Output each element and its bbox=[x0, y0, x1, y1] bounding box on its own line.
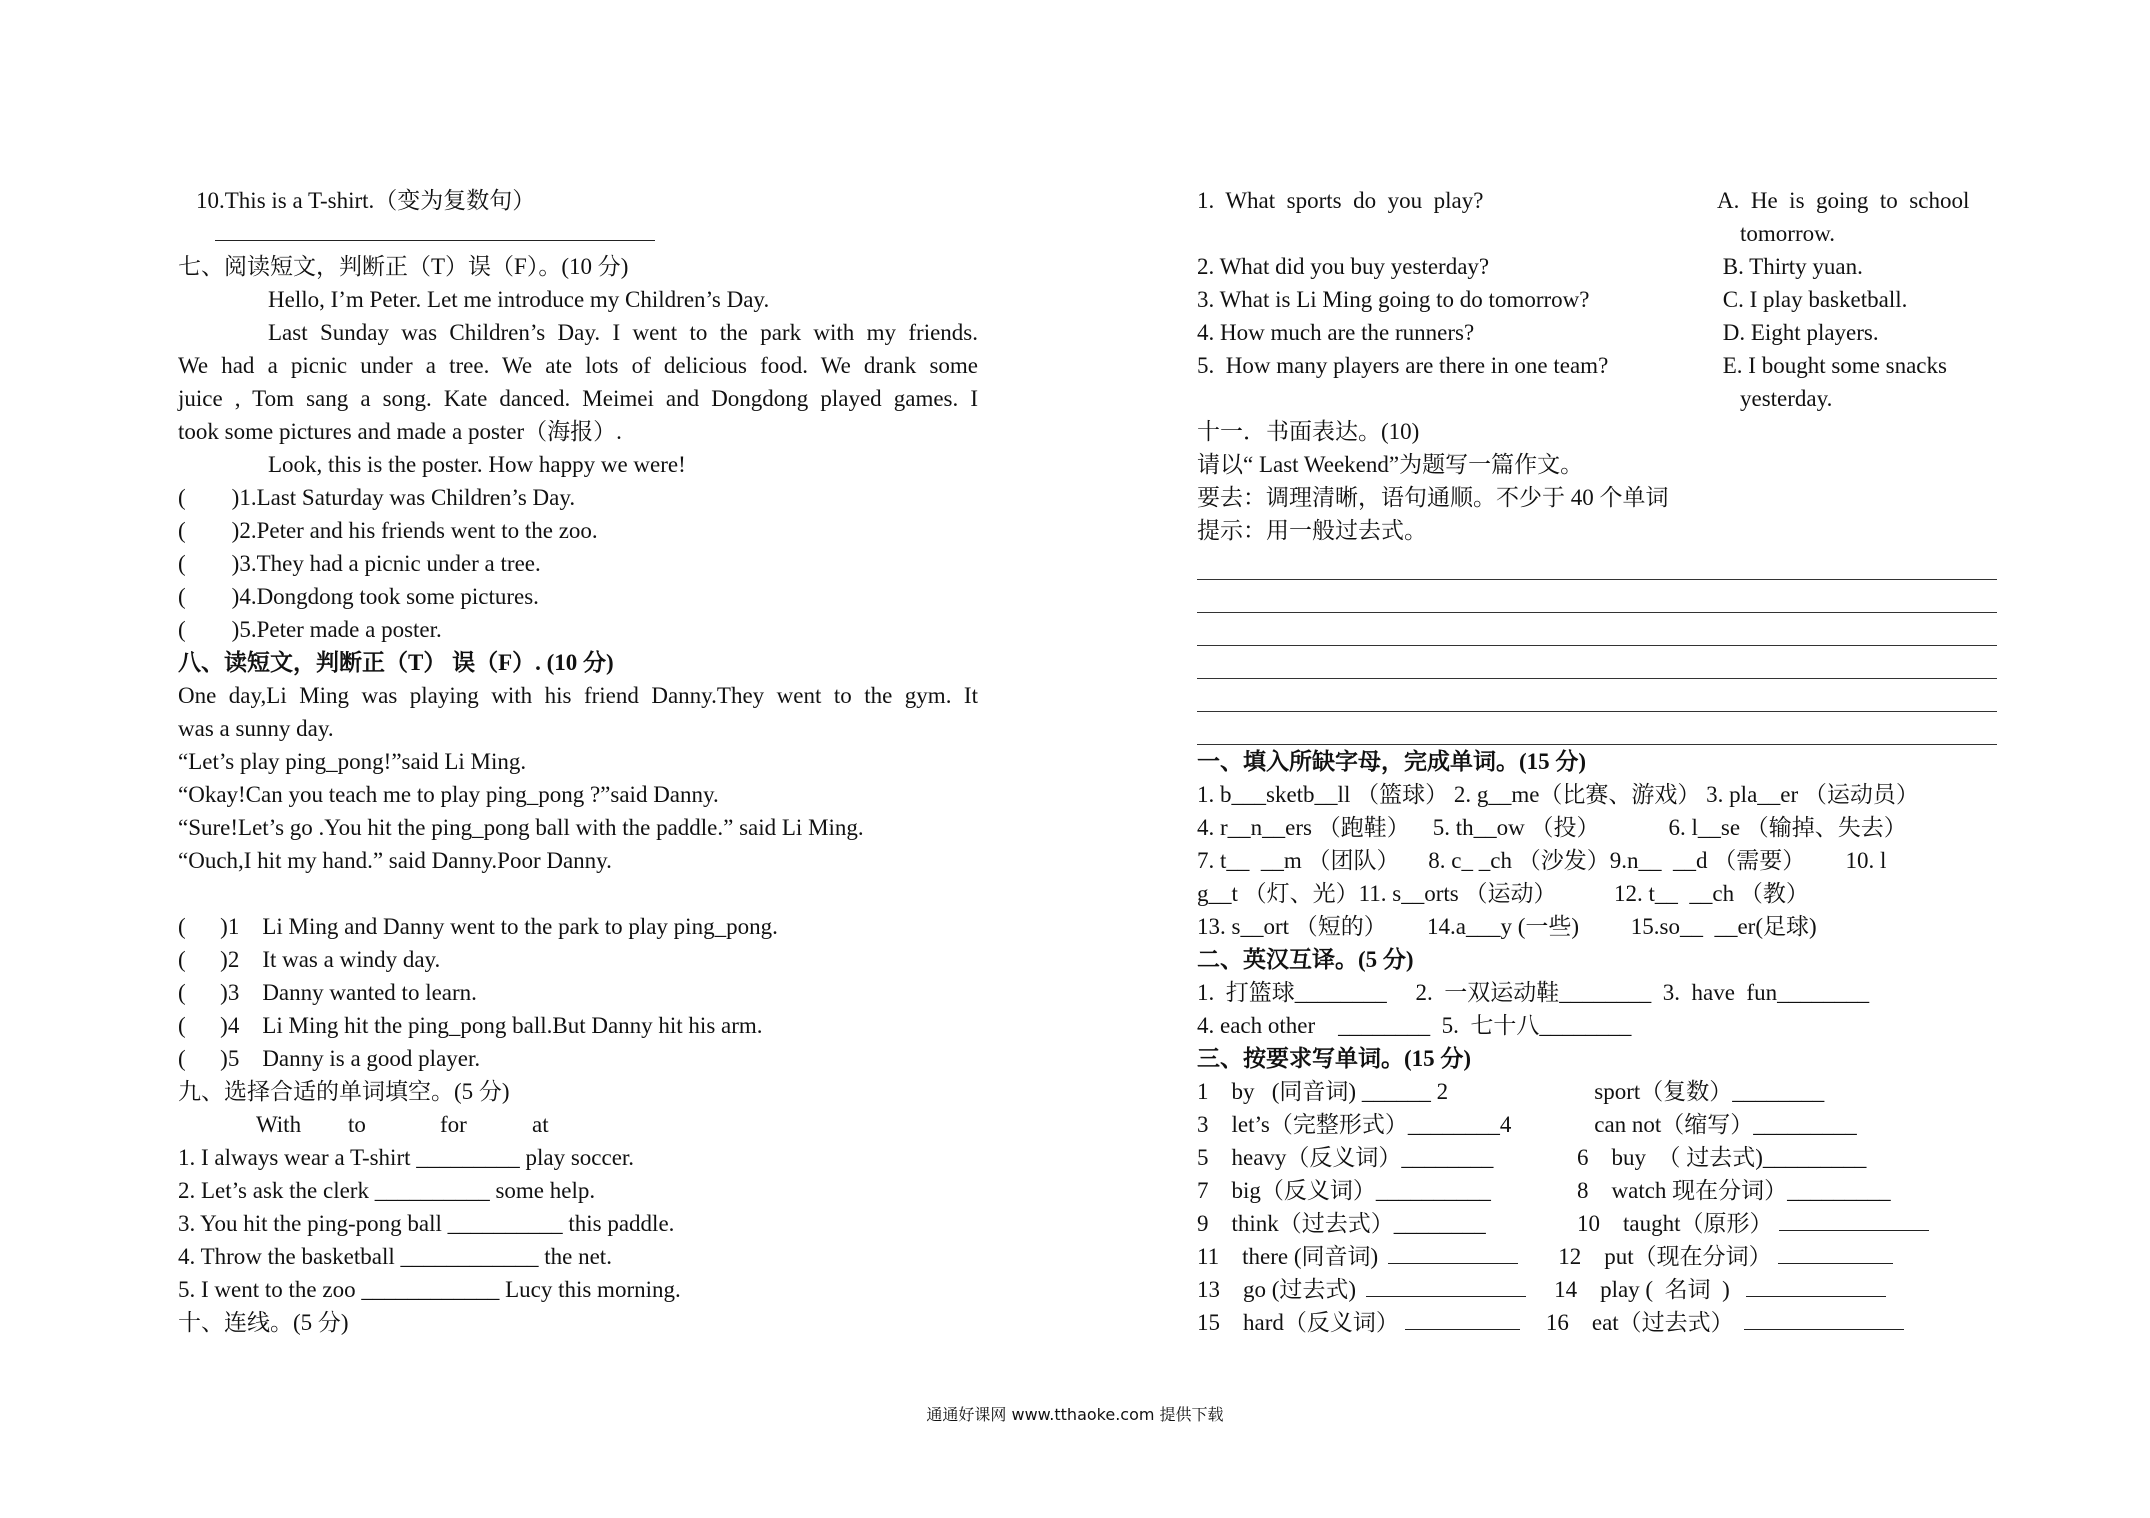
tf-item-7: ( )2.Peter and his friends went to the zoo. bbox=[178, 518, 598, 543]
right-column bbox=[1197, 184, 1997, 1339]
section-11-title: 十一．书面表达。(10) bbox=[1197, 419, 1420, 444]
match-question: 2. What did you buy yesterday? bbox=[1197, 254, 1490, 279]
translation-line: 4. each other ________ 5. 七十八________ bbox=[1197, 1013, 1632, 1038]
answer-blank[interactable] bbox=[1779, 1208, 1929, 1231]
section-9-title: 九、选择合适的单词填空。(5 分) bbox=[178, 1079, 510, 1104]
section-b-title: 二、英汉互译。(5 分) bbox=[1197, 947, 1414, 972]
tf-item-8: ( )4 Li Ming hit the ping_pong ball.But Danny hit his arm. bbox=[178, 1013, 763, 1038]
tf-item-7: ( )4.Dongdong took some pictures. bbox=[178, 584, 539, 609]
passage-8-line: One day,Li Ming was playing with his friend Danny.They went to the gym. It bbox=[178, 683, 978, 708]
word-form-item: 13 go (过去式) bbox=[1197, 1277, 1357, 1302]
passage-7-line: took some pictures and made a poster（海报）. bbox=[178, 419, 622, 444]
match-answer: C. I play basketball. bbox=[1717, 287, 1908, 312]
tf-item-7: ( )5.Peter made a poster. bbox=[178, 617, 442, 642]
answer-blank[interactable] bbox=[1746, 1274, 1886, 1297]
writing-line bbox=[1197, 547, 1997, 580]
word-form-item: can not（缩写）_________ bbox=[1577, 1112, 1857, 1137]
word-form-item: 10 taught（原形） bbox=[1577, 1211, 1773, 1236]
word-form-row bbox=[1197, 1240, 1997, 1273]
section-c-title: 三、按要求写单词。(15 分) bbox=[1197, 1046, 1472, 1071]
word-form-item: 3 let’s（完整形式）________4 bbox=[1197, 1112, 1512, 1137]
writing-line bbox=[1197, 712, 1997, 745]
match-answer: yesterday. bbox=[1717, 386, 1833, 411]
fill-item-9: 4. Throw the basketball ____________ the net. bbox=[178, 1244, 612, 1269]
match-answer: D. Eight players. bbox=[1717, 320, 1879, 345]
answer-blank[interactable] bbox=[1405, 1307, 1520, 1330]
tf-item-8: ( )1 Li Ming and Danny went to the park to play ping_pong. bbox=[178, 914, 778, 939]
match-row bbox=[1197, 250, 1997, 283]
word-form-row bbox=[1197, 1141, 1997, 1174]
fill-item-9: 1. I always wear a T-shirt _________ play soccer. bbox=[178, 1145, 635, 1170]
answer-blank[interactable] bbox=[1388, 1241, 1518, 1264]
word-form-row bbox=[1197, 1306, 1997, 1339]
word-form-item: 15 hard（反义词） bbox=[1197, 1310, 1399, 1335]
page-footer: 通通好课网 www.tthaoke.com 提供下载 bbox=[926, 1405, 1224, 1424]
passage-8-line: “Okay!Can you teach me to play ping_pong ?”said Danny. bbox=[178, 782, 719, 807]
passage-7-line: Last Sunday was Children’s Day. I went to the park with my friends. bbox=[268, 320, 978, 345]
section-10-title: 十、连线。(5 分) bbox=[178, 1310, 349, 1335]
missing-letters-line: 4. r__n__ers （跑鞋） 5. th__ow （投） 6. l__se （输掉、失去） bbox=[1197, 815, 1907, 840]
word-form-row bbox=[1197, 1174, 1997, 1207]
word-bank-item: for bbox=[440, 1112, 467, 1137]
match-row bbox=[1197, 382, 1997, 415]
match-question bbox=[1197, 217, 1717, 250]
passage-8-line: “Let’s play ping_pong!”said Li Ming. bbox=[178, 749, 527, 774]
match-row bbox=[1197, 349, 1997, 382]
word-form-item: sport（复数）________ bbox=[1577, 1079, 1825, 1104]
question-10: 10.This is a T-shirt.（变为复数句） bbox=[196, 188, 536, 213]
section-a-title: 一、填入所缺字母，完成单词。(15 分) bbox=[1197, 749, 1587, 774]
writing-line bbox=[1197, 646, 1997, 679]
word-bank-item: at bbox=[532, 1112, 549, 1137]
fill-item-9: 3. You hit the ping-pong ball __________ this paddle. bbox=[178, 1211, 675, 1236]
word-form-item: 7 big（反义词）__________ bbox=[1197, 1178, 1491, 1203]
passage-8-line: “Ouch,I hit my hand.” said Danny.Poor Danny. bbox=[178, 848, 612, 873]
word-form-item: 9 think（过去式）________ bbox=[1197, 1211, 1486, 1236]
answer-blank[interactable] bbox=[1778, 1241, 1893, 1264]
tf-item-7: ( )1.Last Saturday was Children’s Day. bbox=[178, 485, 576, 510]
fill-item-9: 5. I went to the zoo ____________ Lucy this morning. bbox=[178, 1277, 681, 1302]
essay-hint: 提示：用一般过去式。 bbox=[1197, 518, 1427, 543]
tf-item-8: ( )5 Danny is a good player. bbox=[178, 1046, 481, 1071]
essay-prompt: 请以“ Last Weekend”为题写一篇作文。 bbox=[1197, 452, 1584, 477]
writing-line bbox=[1197, 679, 1997, 712]
word-form-row bbox=[1197, 1273, 1997, 1306]
left-column bbox=[178, 184, 978, 1339]
word-form-row bbox=[1197, 1207, 1997, 1240]
match-answer: B. Thirty yuan. bbox=[1717, 254, 1863, 279]
passage-7-line: Look, this is the poster. How happy we were! bbox=[268, 452, 686, 477]
passage-7-line: We had a picnic under a tree. We ate lots of delicious food. We drank some bbox=[178, 353, 978, 378]
tf-item-8: ( )3 Danny wanted to learn. bbox=[178, 980, 477, 1005]
tf-item-8: ( )2 It was a windy day. bbox=[178, 947, 441, 972]
missing-letters-line: g__t （灯、光）11. s__orts （运动） 12. t__ __ch （教） bbox=[1197, 881, 1809, 906]
word-form-row bbox=[1197, 1108, 1997, 1141]
section-8-title: 八、读短文，判断正（T） 误（F）. (10 分) bbox=[178, 650, 614, 675]
answer-blank[interactable] bbox=[1744, 1307, 1904, 1330]
match-row bbox=[1197, 217, 1997, 250]
missing-letters-line: 1. b___sketb__ll （篮球） 2. g__me（比赛、游戏） 3. pla__er （运动员） bbox=[1197, 782, 1919, 807]
missing-letters-line: 7. t__ __m （团队） 8. c_ _ch （沙发）9.n__ __d （需要） 10. l bbox=[1197, 848, 1887, 873]
word-form-item: 5 heavy（反义词）________ bbox=[1197, 1145, 1494, 1170]
writing-line bbox=[1197, 613, 1997, 646]
match-answer: A. He is going to school bbox=[1717, 188, 1970, 213]
essay-writing-area[interactable] bbox=[1197, 547, 1997, 745]
passage-8-line: “Sure!Let’s go .You hit the ping_pong ball with the paddle.” said Li Ming. bbox=[178, 815, 864, 840]
writing-line bbox=[1197, 580, 1997, 613]
essay-requirement: 要去：调理清晰，语句通顺。不少于 40 个单词 bbox=[1197, 485, 1669, 510]
word-form-row bbox=[1197, 1075, 1997, 1108]
match-question: 4. How much are the runners? bbox=[1197, 320, 1475, 345]
word-form-item: 16 eat（过去式） bbox=[1545, 1310, 1734, 1335]
word-form-item: 1 by (同音词) ______ 2 bbox=[1197, 1079, 1449, 1104]
passage-7-line: juice , Tom sang a song. Kate danced. Meimei and Dongdong played games. I bbox=[178, 386, 978, 411]
answer-blank[interactable] bbox=[1366, 1274, 1526, 1297]
word-form-item: 11 there (同音词) bbox=[1197, 1244, 1379, 1269]
section-7-title: 七、阅读短文，判断正（T）误（F）。(10 分) bbox=[178, 254, 629, 279]
word-form-item: 6 buy （ 过去式)_________ bbox=[1577, 1145, 1867, 1170]
tf-item-7: ( )3.They had a picnic under a tree. bbox=[178, 551, 541, 576]
word-form-item: 12 put（现在分词） bbox=[1558, 1244, 1772, 1269]
match-question: 1. What sports do you play? bbox=[1197, 188, 1484, 213]
word-form-item: 14 play ( 名词 ) bbox=[1554, 1277, 1730, 1302]
answer-line-10 bbox=[178, 217, 978, 250]
match-question bbox=[1197, 382, 1717, 415]
match-row bbox=[1197, 184, 1997, 217]
word-bank-item: to bbox=[348, 1112, 366, 1137]
word-bank-item: With bbox=[256, 1112, 302, 1137]
match-row bbox=[1197, 316, 1997, 349]
passage-8-line: was a sunny day. bbox=[178, 716, 334, 741]
match-question: 3. What is Li Ming going to do tomorrow? bbox=[1197, 287, 1590, 312]
translation-line: 1. 打篮球________ 2. 一双运动鞋________ 3. have fun________ bbox=[1197, 980, 1870, 1005]
missing-letters-line: 13. s__ort （短的） 14.a___y (一些) 15.so__ __er(足球) bbox=[1197, 914, 1817, 939]
match-answer: E. I bought some snacks bbox=[1717, 353, 1947, 378]
fill-item-9: 2. Let’s ask the clerk __________ some help. bbox=[178, 1178, 596, 1203]
match-row bbox=[1197, 283, 1997, 316]
match-question: 5. How many players are there in one team? bbox=[1197, 353, 1609, 378]
word-bank bbox=[178, 1108, 978, 1141]
match-answer: tomorrow. bbox=[1717, 221, 1835, 246]
passage-7-line: Hello, I’m Peter. Let me introduce my Children’s Day. bbox=[268, 287, 770, 312]
word-form-item: 8 watch 现在分词）_________ bbox=[1577, 1178, 1891, 1203]
